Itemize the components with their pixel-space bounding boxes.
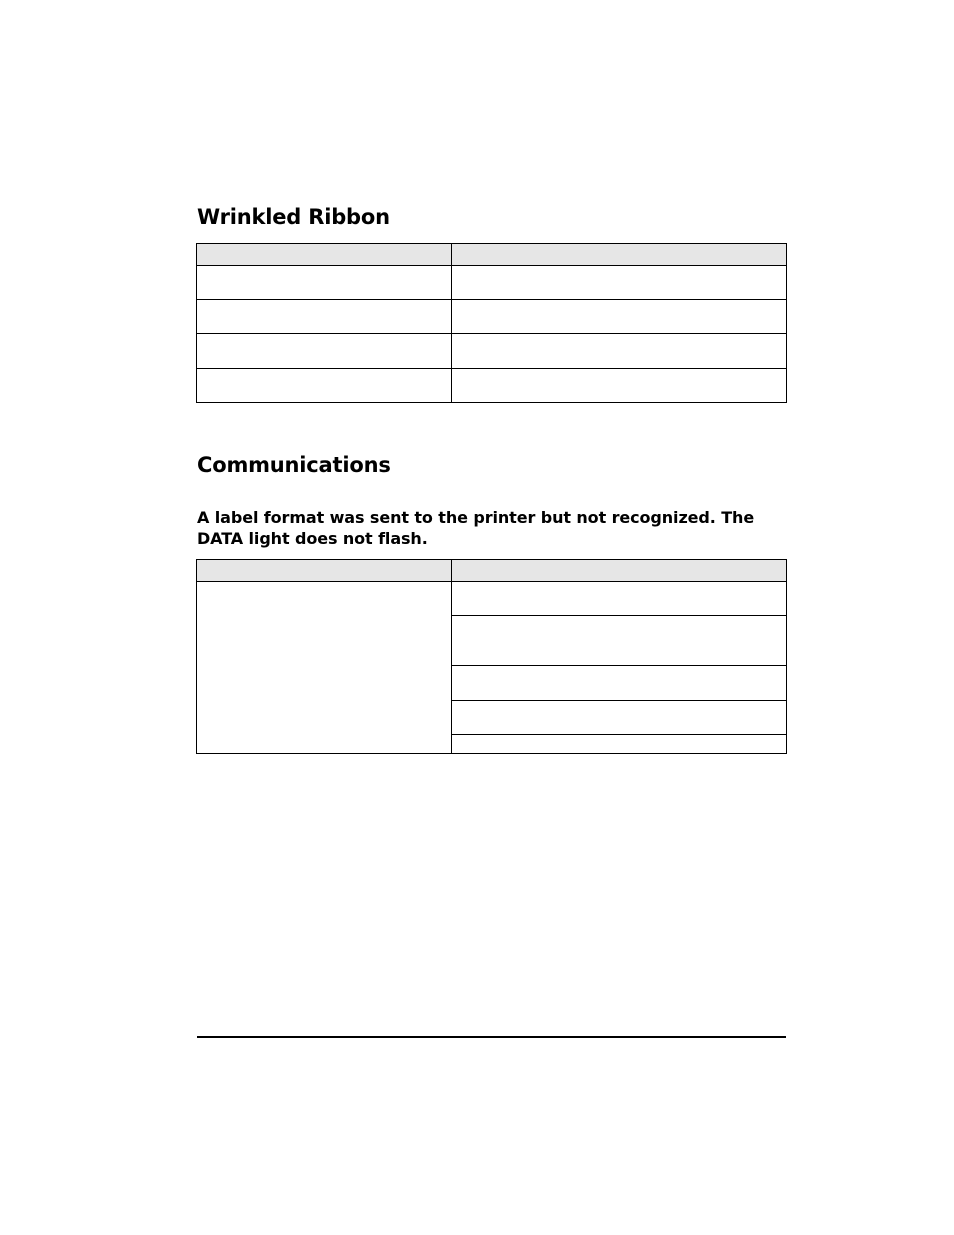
table-header-row (197, 244, 787, 266)
wrinkled-ribbon-table (196, 243, 787, 403)
cell-solution (452, 369, 787, 403)
header-cell-solution (452, 244, 787, 266)
cell-cause (197, 300, 452, 334)
table-row (197, 334, 787, 369)
table-row (197, 300, 787, 334)
section-title-communications: Communications (197, 453, 391, 477)
header-cell-solution (452, 560, 787, 582)
cell-cause (197, 369, 452, 403)
cell-solution (452, 334, 787, 369)
cell-cause (197, 266, 452, 300)
communications-table (196, 559, 787, 754)
table-header-row (197, 560, 787, 582)
cell-solution (452, 666, 787, 701)
cell-solution (452, 701, 787, 735)
table-row (197, 369, 787, 403)
cell-solution (452, 616, 787, 666)
header-cell-cause (197, 244, 452, 266)
cell-solution (452, 582, 787, 616)
cell-solution (452, 735, 787, 754)
problem-statement: A label format was sent to the printer but not recognized. The DATA light does not flash. (197, 508, 755, 548)
header-cell-cause (197, 560, 452, 582)
cell-solution (452, 266, 787, 300)
cell-cause (197, 334, 452, 369)
cell-solution (452, 300, 787, 334)
table-row (197, 266, 787, 300)
section-title-wrinkled-ribbon: Wrinkled Ribbon (197, 205, 390, 229)
cell-cause (197, 582, 452, 754)
footer-divider (197, 1036, 786, 1038)
table-row (197, 582, 787, 616)
